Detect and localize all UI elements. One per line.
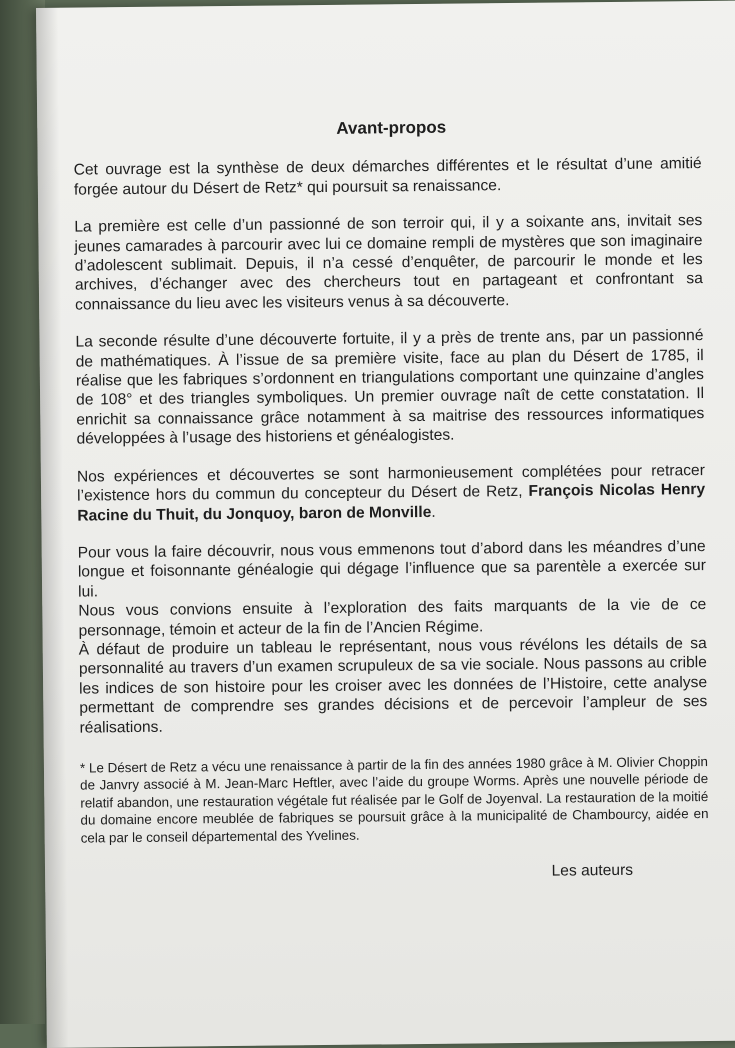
page-title: Avant-propos — [336, 117, 447, 138]
paragraph-purpose — [77, 461, 706, 526]
book-page — [36, 1, 735, 1048]
paragraph-purpose-text: Nos expériences et découvertes se sont harmonieusement complétées pour retracer l’existence hors du commun du concepteur du Désert de Retz, — [76, 461, 705, 505]
paragraph-exploration: Nous vous convions ensuite à l’exploration des faits marquants de la vie de ce personnage, témoin et acteur de la fin de l’Ancien Régime. — [78, 596, 707, 640]
paragraph-personality: À défaut de produire un tableau le représentant, nous vous révélons les détails de sa personnalité au travers d’un examen scrupuleux de sa vie sociale. Nous passons au crible les indices de son histoire pour les croiser avec les données de l’Histoire, cette analyse permettant de comprendre ses grandes décisions et de percevoir l’ampleur de ses réalisations. — [78, 634, 708, 737]
paragraph-second-author: La seconde résulte d’une découverte fortuite, il y a près de trente ans, par un passionné de mathématiques. À l’issue de sa première visite, face au plan du Désert de 1785, il réalise que les fabriques s’ordonnent en triangulations comportant une quinzaine d’angles de 108° et des triangles symboliques. Un premier ouvrage naît de cette constatation. Il enrichit sa connaissance grâce notamment à sa maitrise des ressources informatiques développées à l’usage des historiens et généalogistes. — [75, 327, 705, 448]
page-content — [73, 115, 709, 886]
subject-name: François Nicolas Henry Racine du Thuit, du Jonquoy, baron de Monville — [77, 481, 706, 525]
paragraph-intro: Cet ouvrage est la synthèse de deux démarches différentes et le résultat d’une amitié forgée autour du Désert de Retz* qui poursuit sa renaissance. — [73, 155, 702, 199]
paragraph-purpose-end: . — [431, 503, 436, 521]
paragraph-genealogy: Pour vous la faire découvrir, nous vous emmenons tout d’abord dans les méandres d’une longue et foisonnante généalogie qui dégage l’influence que sa parentèle a exercée sur lui. — [77, 537, 706, 601]
signature: Les auteurs — [551, 861, 634, 880]
paragraph-first-author: La première est celle d’un passionné de son terroir qui, il y a soixante ans, invitait ses jeunes camarades à parcourir avec lui ce domaine rempli de mystères que son imaginaire d’adolescent sublimait. Depuis, il n’a cessé d’enquêter, de parcourir le monde et les archives, d’échanger avec des chercheurs tout en partageant et confrontant sa connaissance du lieu avec les visiteurs venus à sa découverte. — [74, 212, 703, 314]
footnote: * Le Désert de Retz a vécu une renaissance à partir de la fin des années 1980 grâce à M. Olivier Choppin de Janvry associé à M. Jean-Marc Heftler, avec l’aide du groupe Worms. Après une nouvelle période de relatif abandon, une restauration végétale fut réalisée par le Golf de Joyenval. La restauration de la moitié du domaine encore meublée de fabriques se poursuit grâce à la municipalité de Chambourcy, aidée en cela par le conseil départemental des Yvelines. — [79, 753, 709, 846]
